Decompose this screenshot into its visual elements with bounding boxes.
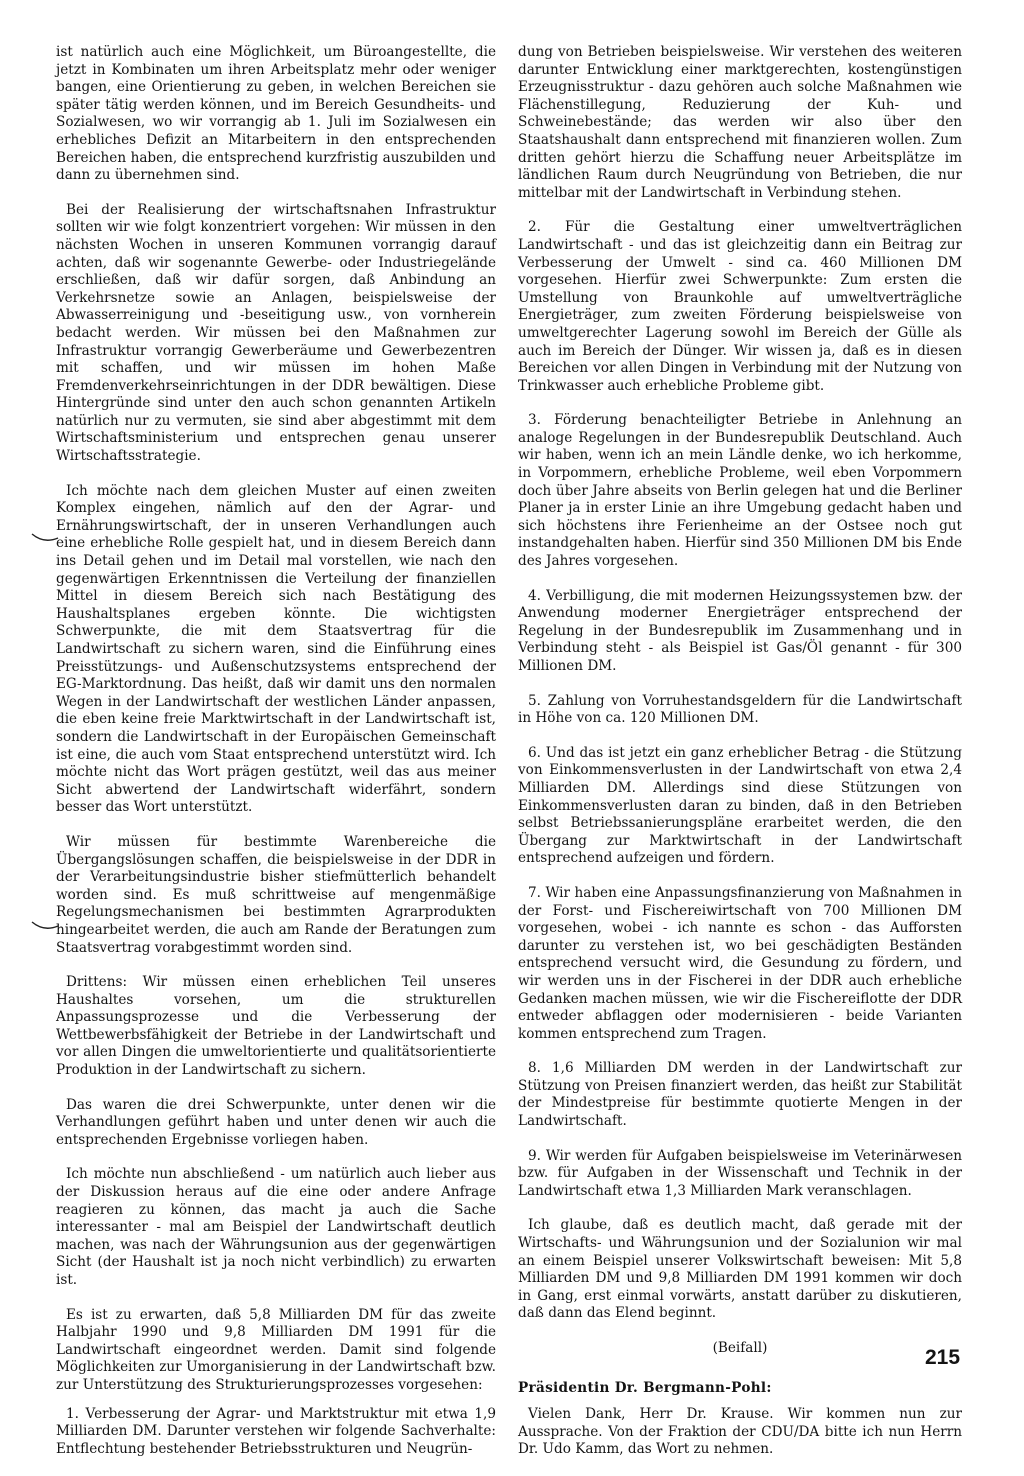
- left-column: [56, 44, 496, 1475]
- paragraph: Drittens: Wir müssen einen erheblichen Teil unseres Haushaltes vorsehen, um die strukturellen Anpassungsprozesse und die Verbesserung der Wettbewerbsfähigkeit der Betriebe in der Landwirtschaft und vor allen Dingen die umweltorientierte und qualitätsorientierte Produktion in der Landwirtschaft zu sichern.: [56, 974, 496, 1079]
- paragraph: Ich möchte nach dem gleichen Muster auf einen zweiten Komplex eingehen, nämlich auf den der Agrar- und Ernährungswirtschaft, der in unseren Verhandlungen auch eine erhebliche Rolle gespielt hat, und in diesem Bereich dann ins Detail gehen und im Detail mal vorstellen, wie nach den gegenwärtigen Erkenntnissen die Verteilung der finanziellen Mittel in diesem Bereich sich nach Bestätigung des Haushaltsplanes ergeben könnte. Die wichtigsten Schwerpunkte, die mit dem Staatsvertrag für die Landwirtschaft zu sichern waren, sind die Einführung eines Preisstützungs- und Außenschutzsystems entsprechend der EG-Marktordnung. Das heißt, daß wir damit uns den normalen Wegen in der Landwirtschaft der westlichen Länder anpassen, die eben keine freie Marktwirtschaft in der Landwirtschaft ist, sondern die Landwirtschaft in der Europäischen Gemeinschaft ist eine, die auch vom Staat entsprechend unterstützt wird. Ich möchte nicht das Wort prägen gestützt, weil das aus meiner Sicht abwertend der Landwirtschaft widerfährt, sondern besser das Wort unterstützt.: [56, 482, 496, 816]
- paragraph: Vielen Dank, Herr Dr. Krause. Wir kommen nun zur Aussprache. Von der Fraktion der CDU/DA bitte ich nun Herrn Dr. Udo Kamm, das Wort zu nehmen.: [518, 1406, 962, 1458]
- paragraph: 6. Und das ist jetzt ein ganz erheblicher Betrag - die Stützung von Einkommensverlusten in der Landwirtschaft von etwa 2,4 Milliarden DM. Allerdings sind diese Stützungen von Einkommensverlusten daran zu binden, daß in den Betrieben selbst Betriebssanierungspläne erarbeitet werden, die den Übergang zur Marktwirtschaft in der Landwirtschaft entsprechend aufzeigen und fördern.: [518, 744, 962, 867]
- paragraph: 7. Wir haben eine Anpassungsfinanzierung von Maßnahmen in der Forst- und Fischereiwirtschaft von 700 Millionen DM vorgesehen, wobei - ich nannte es schon - das Aufforsten darunter zu verstehen ist, wo bei geschädigten Beständen entsprechend versucht wird, die Gesundung zu fördern, und wir werden uns in der Fischerei in der DDR auch erhebliche Gedanken machen müssen, wie wir die Fischereiflotte der DDR entweder abflaggen oder modernisieren - beide Varianten kommen entsprechend zum Tragen.: [518, 884, 962, 1042]
- paragraph: Wir müssen für bestimmte Warenbereiche die Übergangslösungen schaffen, die beispielsweise in der DDR in der Verarbeitungsindustrie bisher stiefmütterlich behandelt worden sind. Es muß schrittweise auf mengenmäßige Regelungsmechanismen bei bestimmten Agrarprodukten hingearbeitet werden, die auch am Rande der Beratungen zum Staatsvertrag vorabgestimmt worden sind.: [56, 833, 496, 956]
- paragraph: 4. Verbilligung, die mit modernen Heizungssystemen bzw. der Anwendung moderner Energieträger entsprechend der Regelung in der Bundesrepublik im Zusammenhang und in Verbindung steht - als Beispiel ist Gas/Öl genannt - für 300 Millionen DM.: [518, 587, 962, 674]
- paragraph: 8. 1,6 Milliarden DM werden in der Landwirtschaft zur Stützung von Preisen finanziert werden, das heißt zur Stabilität der Mindestpreise für bestimmte quotierte Mengen in der Landwirtschaft.: [518, 1060, 962, 1130]
- paragraph: ist natürlich auch eine Möglichkeit, um Büroangestellte, die jetzt in Kombinaten um ihren Arbeitsplatz mehr oder weniger bangen, eine Orientierung zu geben, in welchen Bereichen sie später tätig werden können, und im Bereich Gesundheits- und Sozialwesen, wo wir vorrangig ab 1. Juli im Sozialwesen ein erhebliches Defizit an Mitarbeitern in den entsprechenden Bereichen haben, die entsprechend kurzfristig auszubilden und dann zu übernehmen sind.: [56, 44, 496, 184]
- paragraph: Das waren die drei Schwerpunkte, unter denen wir die Verhandlungen geführt haben und unter denen wir auch die entsprechenden Ergebnisse vorliegen haben.: [56, 1096, 496, 1148]
- margin-mark: [30, 530, 60, 546]
- speaker-name: Präsidentin Dr. Bergmann-Pohl:: [518, 1379, 772, 1396]
- paragraph: Es ist zu erwarten, daß 5,8 Milliarden DM für das zweite Halbjahr 1990 und 9,8 Milliarden DM 1991 für die Landwirtschaft eingeordnet werden. Damit sind folgende Möglichkeiten zur Umorganisierung in der Landwirtschaft bzw. zur Unterstützung des Strukturierungsprozesses vorgesehen:: [56, 1306, 496, 1393]
- paragraph: 2. Für die Gestaltung einer umweltverträglichen Landwirtschaft - und das ist gleichzeitig dann ein Beitrag zur Verbesserung der Umwelt - sind ca. 460 Millionen DM vorgesehen. Hierfür zwei Schwerpunkte: Zum ersten die Umstellung von Braunkohle auf umweltverträgliche Energieträger, zum zweiten Förderung beispielsweise von umweltgerechter Lagerung sowohl im Bereich der Gülle als auch im Bereich der Dünger. Wir wissen ja, daß es in diesen Bereichen vor allen Dingen in Verbindung mit der Nutzung von Trinkwasser auch erhebliche Probleme gibt.: [518, 219, 962, 394]
- paragraph: Bei der Realisierung der wirtschaftsnahen Infrastruktur sollten wir wie folgt konzentriert vorgehen: Wir müssen in den nächsten Wochen in unseren Kommunen vorrangig darauf achten, daß wir sogenannte Gewerbe- oder Industriegelände erschließen, daß wir dafür sorgen, daß Anbindung an Verkehrsnetze sowie an Anlagen, beispielsweise der Abwasserreinigung und -beseitigung usw., von vornherein bedacht werden. Wir müssen bei den Maßnahmen zur Infrastruktur vorrangig Gewerberäume und Gewerbezentren mit schaffen, und wir müssen im hohen Maße Fremdenverkehrseinrichtungen in der DDR bewältigen. Diese Hintergründe sind unter den auch schon genannten Artikeln natürlich nur zu vermuten, sie sind aber abgestimmt mit dem Wirtschaftsministerium und entsprechen genau unserer Wirtschaftsstrategie.: [56, 201, 496, 465]
- applause-note: (Beifall): [712, 1340, 768, 1356]
- paragraph: dung von Betrieben beispielsweise. Wir verstehen des weiteren darunter Entwicklung einer marktgerechten, kostengünstigen Erzeugnisstruktur - dazu gehören auch solche Maßnahmen wie Flächenstillegung, Reduzierung der Kuh- und Schweinebestände; das werden wir also über den Staatshaushalt dann entsprechend mit finanzieren wollen. Zum dritten gehört hierzu die Schaffung neuer Arbeitsplätze im ländlichen Raum durch Neugründung von Betrieben, die nur mittelbar mit der Landwirtschaft in Verbindung stehen.: [518, 44, 962, 201]
- paragraph: Ich glaube, daß es deutlich macht, daß gerade mit der Wirtschafts- und Währungsunion und der Sozialunion wir mal an einem Beispiel unserer Volkswirtschaft beweisen: Mit 5,8 Milliarden DM und 9,8 Milliarden DM 1991 kommen wir doch in Gang, erst einmal vorwärts, anstatt darüber zu diskutieren, daß dann das Elend beginnt.: [518, 1217, 962, 1322]
- paragraph: 1. Verbesserung der Agrar- und Marktstruktur mit etwa 1,9 Milliarden DM. Darunter verstehen wir folgende Sachverhalte: Entflechtung bestehender Betriebsstrukturen und Neugrün-: [56, 1405, 496, 1457]
- page-number: 215: [925, 1346, 961, 1369]
- right-column: [518, 44, 962, 1476]
- margin-mark: [30, 918, 60, 934]
- paragraph: 9. Wir werden für Aufgaben beispielsweise im Veterinärwesen bzw. für Aufgaben in der Wissenschaft und Technik in der Landwirtschaft etwa 1,3 Milliarden Mark veranschlagen.: [518, 1147, 962, 1199]
- paragraph: 3. Förderung benachteiligter Betriebe in Anlehnung an analoge Regelungen in der Bundesrepublik Deutschland. Auch wir haben, wenn ich an mein Ländle denke, wo ich herkomme, in Vorpommern, erhebliche Probleme, weil eben Vorpommern doch über Jahre abseits von Berlin gelegen hat und die Berliner Planer ja in erster Linie an ihre Umgebung gedacht haben und sich höchstens ihre Ferienheime an der Ostsee noch gut instandgehalten haben. Hierfür sind 350 Millionen DM bis Ende des Jahres vorgesehen.: [518, 412, 962, 570]
- paragraph: Ich möchte nun abschließend - um natürlich auch lieber aus der Diskussion heraus auf die eine oder andere Anfrage reagieren zu können, das macht ja auch die Sache interessanter - mal am Beispiel der Landwirtschaft deutlich machen, was nach der Währungsunion aus der gegenwärtigen Sicht (der Haushalt ist ja noch nicht verbindlich) zu erwarten ist.: [56, 1166, 496, 1288]
- paragraph: 5. Zahlung von Vorruhestandsgeldern für die Landwirtschaft in Höhe von ca. 120 Millionen DM.: [518, 692, 962, 727]
